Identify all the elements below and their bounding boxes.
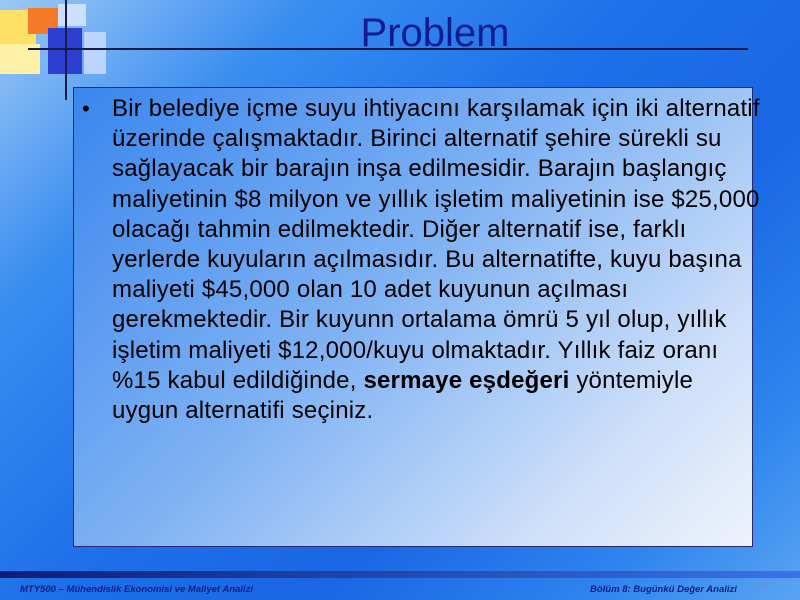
problem-text (112, 94, 762, 426)
bullet-icon: • (82, 96, 90, 121)
slide-title: Problem (360, 11, 510, 55)
content-box (73, 87, 760, 547)
problem-text-tail: yöntemiyle uygun alternatifi seçiniz. (112, 366, 694, 425)
problem-text-normal: Bir belediye içme suyu ihtiyacını karşılamak için iki alternatif üzerinde çalışmaktadır. Birinci alternatif şehire sürekli su sağlayacak bir barajın inşa edilmesidir. Barajın başlangıç maliyetinin $8 milyon ve yıllık işletim maliyetinin ise $25,000 olacağı tahmin edilmektedir. Diğer alternatif ise, farklı yerlerde kuyuların açılmasıdır. Bu alternatifte, kuyu başına maliyeti $45,000 olan 10 adet kuyunun açılması gerekmektedir. Bir kuyunn ortalama ömrü 5 yıl olup, yıllık işletim maliyeti $12,000/kuyu olmaktadır. Yıllık faiz oranı %15 kabul edildiğinde, (112, 95, 760, 394)
footer-course-title: MTY500 – Mühendislik Ekonomisi ve Maliyet Analizi (20, 584, 253, 595)
problem-text-bold: sermaye eşdeğeri (363, 366, 570, 394)
footer-chapter-title: Bölüm 8: Bugünkü Değer Analizi (590, 584, 737, 595)
footer-divider (0, 571, 800, 578)
page-number: 26 (757, 580, 768, 590)
